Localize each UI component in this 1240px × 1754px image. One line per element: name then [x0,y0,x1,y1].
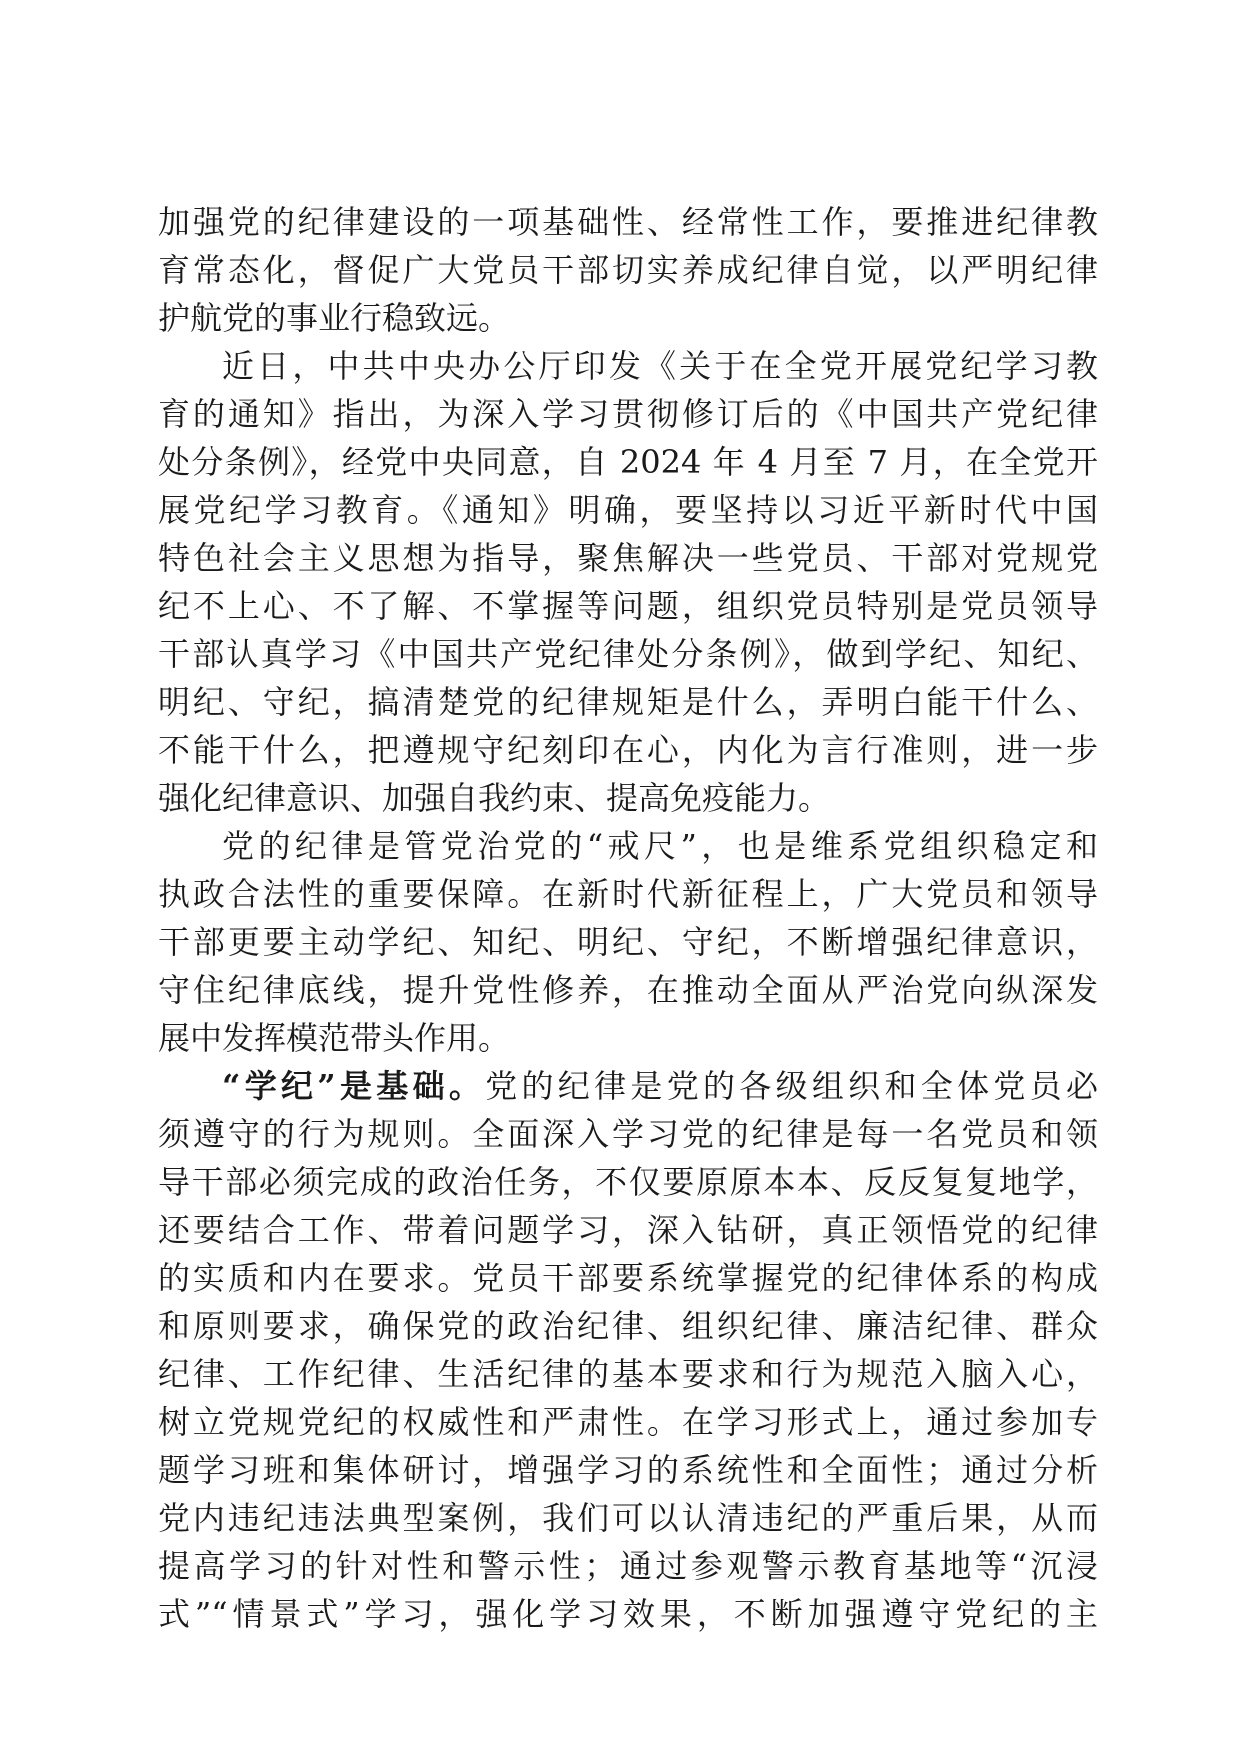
text-line: 还要结合工作、带着问题学习，深入钻研，真正领悟党的纪律 [158,1211,1098,1249]
body-text [158,198,1098,1638]
text-line: 护航党的事业行稳致远。 [158,299,511,337]
text-line: 党内违纪违法典型案例，我们可以认清违纪的严重后果，从而 [158,1499,1098,1537]
text-line: 纪律、工作纪律、生活纪律的基本要求和行为规范入脑入心， [158,1355,1098,1393]
text-line: 强化纪律意识、加强自我约束、提高免疫能力。 [158,779,831,817]
text-line: 展中发挥模范带头作用。 [158,1019,511,1057]
text-line: 导干部必须完成的政治任务，不仅要原原本本、反反复复地学， [158,1163,1098,1201]
text-line-lead [158,1062,1098,1110]
text-line: 须遵守的行为规则。全面深入学习党的纪律是每一名党员和领 [158,1115,1098,1153]
text-line: 特色社会主义思想为指导，聚焦解决一些党员、干部对党规党 [158,539,1098,577]
text-line: 育常态化，督促广大党员干部切实养成纪律自觉，以严明纪律 [158,251,1098,289]
text-line: 题学习班和集体研讨，增强学习的系统性和全面性；通过分析 [158,1451,1098,1489]
text-line: 育的通知》指出，为深入学习贯彻修订后的《中国共产党纪律 [158,395,1098,433]
text-line: 提高学习的针对性和警示性；通过参观警示教育基地等“沉浸 [158,1547,1098,1585]
text-line: 加强党的纪律建设的一项基础性、经常性工作，要推进纪律教 [158,203,1098,241]
paragraph-1 [158,198,1098,342]
text-line: 守住纪律底线，提升党性修养，在推动全面从严治党向纵深发 [158,971,1098,1009]
text-line: 树立党规党纪的权威性和严肃性。在学习形式上，通过参加专 [158,1403,1098,1441]
text-line: 党的纪律是管党治党的“戒尺”，也是维系党组织稳定和 [222,827,1098,865]
text-line: 干部更要主动学纪、知纪、明纪、守纪，不断增强纪律意识， [158,923,1098,961]
text-line: 式”“情景式”学习，强化学习效果，不断加强遵守党纪的主 [158,1595,1098,1633]
text-line: 执政合法性的重要保障。在新时代新征程上，广大党员和领导 [158,875,1098,913]
paragraph-3 [158,822,1098,1062]
text-line: 和原则要求，确保党的政治纪律、组织纪律、廉洁纪律、群众 [158,1307,1098,1345]
text-line: 近日，中共中央办公厅印发《关于在全党开展党纪学习教 [222,347,1098,385]
text-line: 展党纪学习教育。《通知》明确，要坚持以习近平新时代中国 [158,491,1098,529]
text-line: 干部认真学习《中国共产党纪律处分条例》，做到学纪、知纪、 [158,635,1098,673]
paragraph-4 [158,1062,1098,1638]
text-line: 不能干什么，把遵规守纪刻印在心，内化为言行准则，进一步 [158,731,1098,769]
text-line: 的实质和内在要求。党员干部要系统掌握党的纪律体系的构成 [158,1259,1098,1297]
text-run: 党的纪律是党的各级组织和全体党员必 [485,1067,1098,1105]
text-line: 明纪、守纪，搞清楚党的纪律规矩是什么，弄明白能干什么、 [158,683,1098,721]
paragraph-2 [158,342,1098,822]
text-line: 处分条例》，经党中央同意，自 2024 年 4 月至 7 月，在全党开 [158,443,1098,481]
text-line: 纪不上心、不了解、不掌握等问题，组织党员特别是党员领导 [158,587,1098,625]
section-lead-heading: “学纪”是基础。 [222,1067,486,1105]
